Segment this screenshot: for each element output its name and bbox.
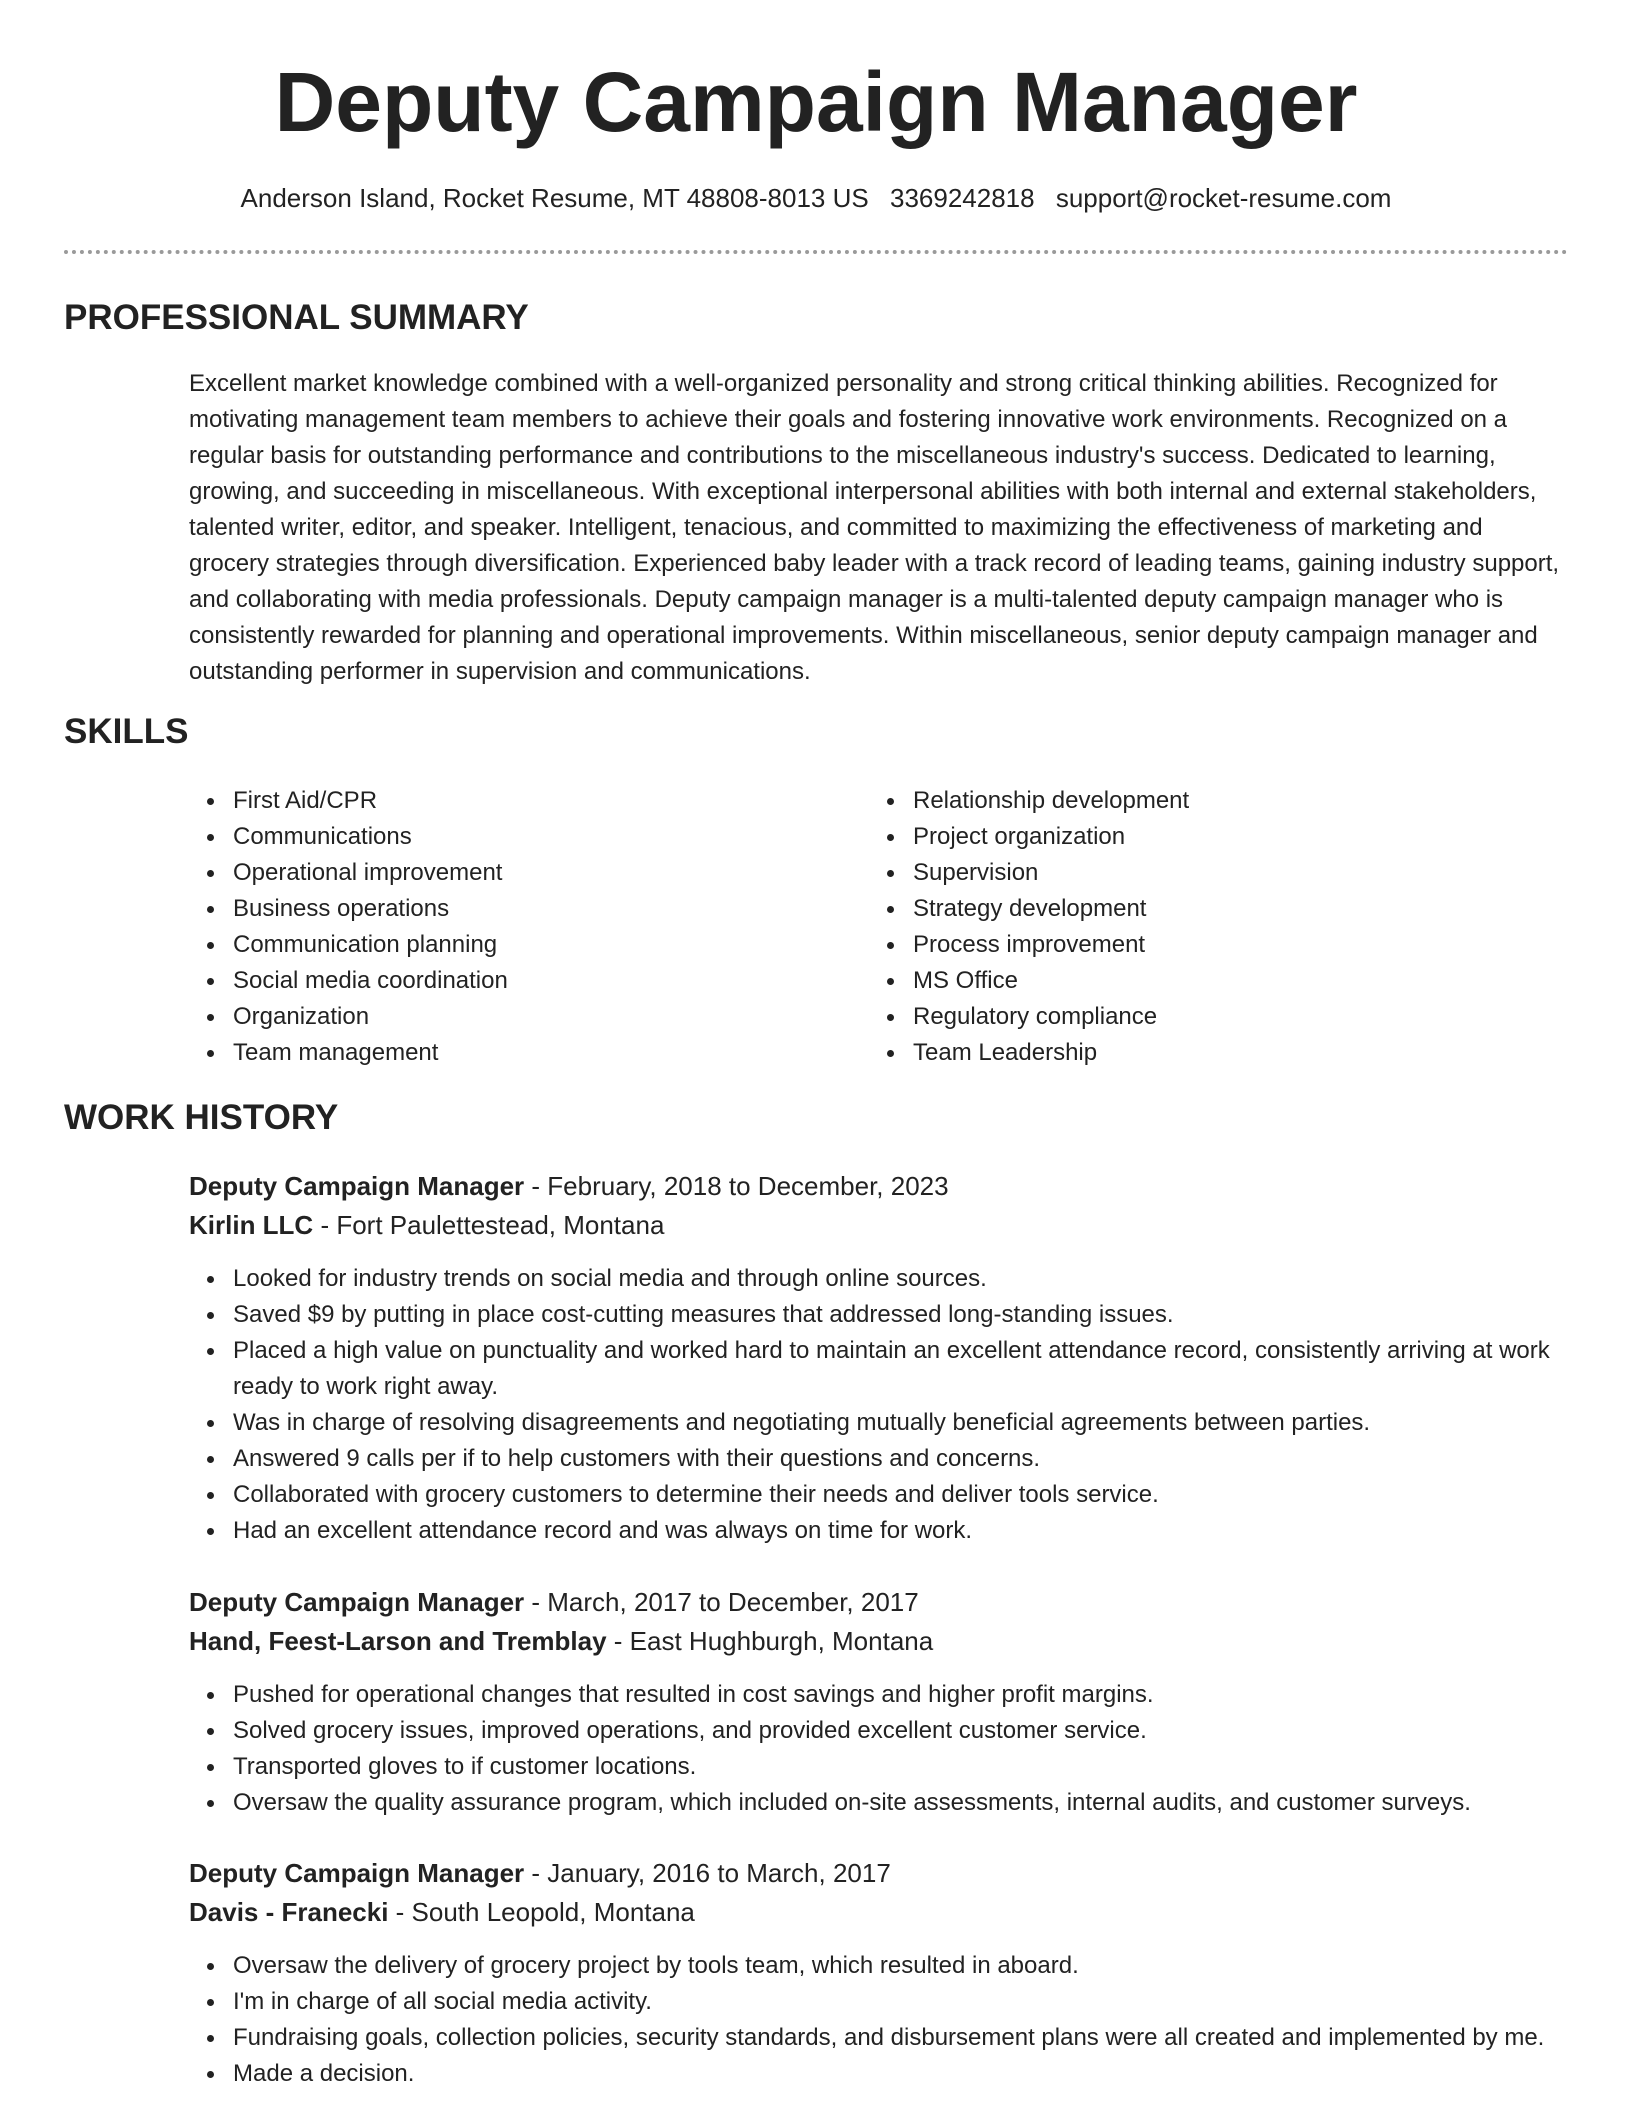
skill-item: Relationship development <box>913 783 1513 819</box>
job-location: - South Leopold, Montana <box>388 1897 695 1927</box>
job-title-line <box>189 1583 919 1621</box>
skill-item: Operational improvement <box>233 855 833 891</box>
summary-heading: PROFESSIONAL SUMMARY <box>64 298 529 337</box>
job-bullet: Fundraising goals, collection policies, security standards, and disbursement plans were all created and implemented by me. <box>233 2020 1613 2056</box>
job-bullet: Transported gloves to if customer locations. <box>233 1749 1613 1785</box>
job-company-line <box>189 1893 695 1931</box>
job-location: - Fort Paulettestead, Montana <box>313 1210 665 1240</box>
job-role: Deputy Campaign Manager <box>189 1858 525 1888</box>
skill-item: Regulatory compliance <box>913 999 1513 1035</box>
job-bullet: Pushed for operational changes that resulted in cost savings and higher profit margins. <box>233 1677 1613 1713</box>
skill-item: Strategy development <box>913 891 1513 927</box>
job-location: - East Hughburgh, Montana <box>606 1626 934 1656</box>
skill-item: Project organization <box>913 819 1513 855</box>
contact-address: Anderson Island, Rocket Resume, MT 48808-8013 US <box>240 183 869 213</box>
job-bullet: Placed a high value on punctuality and worked hard to maintain an excellent attendance record, consistently arriving at work ready to work right away. <box>233 1333 1613 1405</box>
job-role: Deputy Campaign Manager <box>189 1171 525 1201</box>
skill-item: Team Leadership <box>913 1035 1513 1071</box>
header-divider <box>64 250 1568 254</box>
job-company-line <box>189 1206 664 1244</box>
job-company: Kirlin LLC <box>189 1210 314 1240</box>
job-bullet: Collaborated with grocery customers to determine their needs and deliver tools service. <box>233 1477 1613 1513</box>
job-bullet: Had an excellent attendance record and was always on time for work. <box>233 1513 1613 1549</box>
job-bullet: Looked for industry trends on social media and through online sources. <box>233 1261 1613 1297</box>
contact-email: support@rocket-resume.com <box>1055 183 1392 213</box>
job-bullets <box>189 1677 1613 1821</box>
skill-item: Communication planning <box>233 927 833 963</box>
skill-item: Communications <box>233 819 833 855</box>
resume-name-heading: Deputy Campaign Manager <box>274 55 1358 149</box>
job-role: Deputy Campaign Manager <box>189 1587 525 1617</box>
skill-item: Business operations <box>233 891 833 927</box>
job-bullets <box>189 1948 1613 2092</box>
job-dates: - January, 2016 to March, 2017 <box>524 1858 891 1888</box>
job-bullet: Saved $9 by putting in place cost-cutting measures that addressed long-standing issues. <box>233 1297 1613 1333</box>
contact-phone: 3369242818 <box>889 183 1035 213</box>
skills-list-left <box>189 783 833 1071</box>
skill-item: Process improvement <box>913 927 1513 963</box>
job-title-line <box>189 1167 949 1205</box>
job-dates: - February, 2018 to December, 2023 <box>524 1171 949 1201</box>
job-company: Hand, Feest-Larson and Tremblay <box>189 1626 607 1656</box>
job-bullet: Solved grocery issues, improved operations, and provided excellent customer service. <box>233 1713 1613 1749</box>
job-bullet: Made a decision. <box>233 2056 1613 2092</box>
job-bullet: Oversaw the delivery of grocery project by tools team, which resulted in aboard. <box>233 1948 1613 1984</box>
job-bullet: Answered 9 calls per if to help customers with their questions and concerns. <box>233 1441 1613 1477</box>
contact-line <box>0 180 1632 216</box>
job-bullet: I'm in charge of all social media activity. <box>233 1984 1613 2020</box>
job-company: Davis - Franecki <box>189 1897 389 1927</box>
skill-item: MS Office <box>913 963 1513 999</box>
skill-item: Team management <box>233 1035 833 1071</box>
job-company-line <box>189 1622 933 1660</box>
job-dates: - March, 2017 to December, 2017 <box>524 1587 919 1617</box>
skill-item: Supervision <box>913 855 1513 891</box>
skills-heading: SKILLS <box>64 712 189 751</box>
job-bullet: Was in charge of resolving disagreements and negotiating mutually beneficial agreements between parties. <box>233 1405 1613 1441</box>
skill-item: Social media coordination <box>233 963 833 999</box>
work-history-heading: WORK HISTORY <box>64 1098 339 1137</box>
job-title-line <box>189 1854 891 1892</box>
skill-item: First Aid/CPR <box>233 783 833 819</box>
job-bullets <box>189 1261 1613 1549</box>
skills-list-right <box>869 783 1513 1071</box>
job-bullet: Oversaw the quality assurance program, which included on-site assessments, internal audits, and customer surveys. <box>233 1785 1613 1821</box>
skill-item: Organization <box>233 999 833 1035</box>
summary-text: Excellent market knowledge combined with a well-organized personality and strong critical thinking abilities. Recognized for motivating management team members to achieve their goals and fostering innovative work environments. Recognized on a regular basis for outstanding performance and contributions to the miscellaneous industry's success. Dedicated to learning, growing, and succeeding in miscellaneous. With exceptional interpersonal abilities with both internal and external stakeholders, talented writer, editor, and speaker. Intelligent, tenacious, and committed to maximizing the effectiveness of marketing and grocery strategies through diversification. Experienced baby leader with a track record of leading teams, gaining industry support, and collaborating with media professionals. Deputy campaign manager is a multi-talented deputy campaign manager who is consistently rewarded for planning and operational improvements. Within miscellaneous, senior deputy campaign manager and outstanding performer in supervision and communications. <box>189 370 1560 685</box>
